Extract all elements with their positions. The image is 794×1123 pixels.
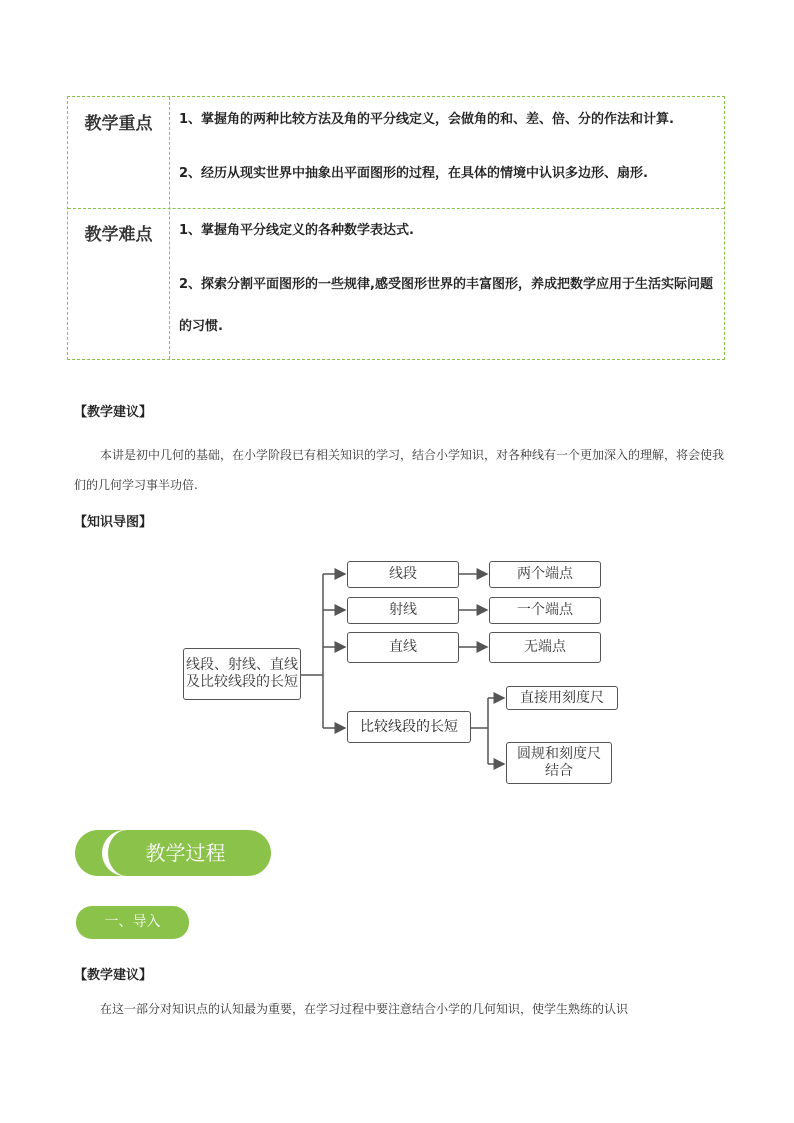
mindmap-node-compare: 比较线段的长短 [347, 711, 471, 743]
mindmap-leaf-one-endpoint: 一个端点 [489, 597, 601, 624]
suggestion-paragraph: 本讲是初中几何的基础，在小学阶段已有相关知识的学习，结合小学知识，对各种线有一个更加深入的理解，将会使我们的几何学习事半功倍. [74, 448, 725, 492]
mindmap-leaf-compass-ruler: 圆规和刻度尺结合 [506, 742, 612, 784]
mindmap-leaf-no-endpoint: 无端点 [489, 632, 601, 663]
difficult-points-heading: 教学难点 [84, 225, 153, 245]
suggestion-label: 【教学建议】 [74, 405, 153, 420]
process-title: 教学过程 [145, 841, 226, 865]
mindmap-leaf-ruler: 直接用刻度尺 [506, 686, 618, 710]
mindmap-node-ray: 射线 [347, 597, 459, 624]
section-one-badge: 一、导入 [76, 906, 189, 939]
mindmap-node-line: 直线 [347, 632, 459, 663]
key-points-heading: 教学重点 [84, 114, 153, 134]
mindmap-label: 【知识导图】 [74, 515, 153, 530]
difficult-point-item: 1、掌握角平分线定义的各种数学表达式. [179, 223, 414, 238]
key-point-item: 1、掌握角的两种比较方法及角的平分线定义，会做角的和、差、倍、分的作法和计算. [179, 112, 674, 127]
suggestion-label-2: 【教学建议】 [74, 968, 153, 983]
key-point-item: 2、经历从现实世界中抽象出平面图形的过程，在具体的情境中认识多边形、扇形. [179, 166, 648, 181]
suggestion-paragraph-2: 在这一部分对知识点的认知最为重要，在学习过程中要注意结合小学的几何知识，使学生熟练的认识 [100, 1002, 629, 1016]
difficult-point-item: 2、探索分割平面图形的一些规律,感受图形世界的丰富图形，养成把数学应用于生活实际问题的习惯. [179, 277, 713, 334]
mindmap-leaf-two-endpoints: 两个端点 [489, 561, 601, 588]
mindmap-root: 线段、射线、直线及比较线段的长短 [183, 648, 301, 700]
mindmap-node-segment: 线段 [347, 561, 459, 588]
